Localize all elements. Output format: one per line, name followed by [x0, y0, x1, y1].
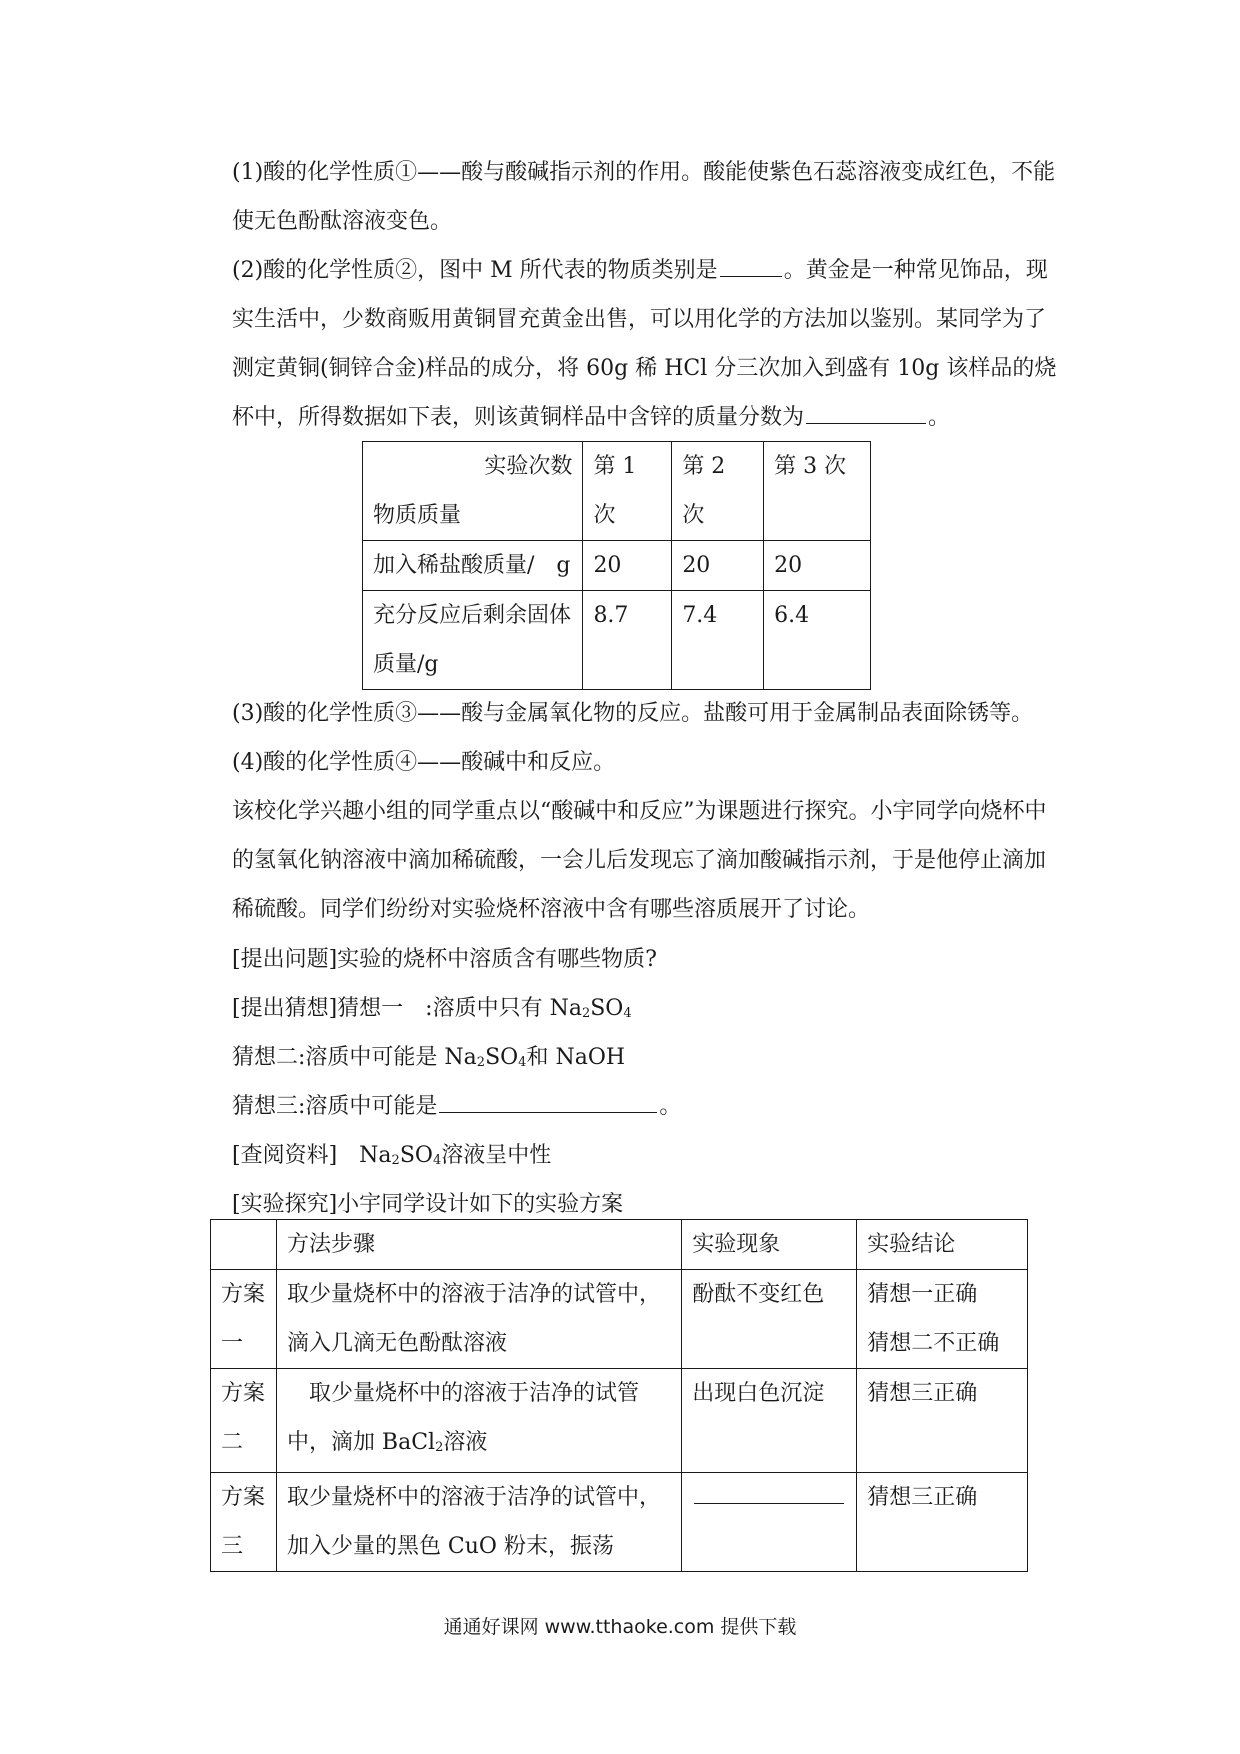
table-cell: 6.4	[764, 591, 871, 690]
plan-label-2: 方案二	[211, 1369, 277, 1473]
plan-2-phenomenon: 出现白色沉淀	[682, 1369, 857, 1473]
answer-blank-m-category[interactable]	[720, 252, 782, 277]
hypothesis-2	[232, 1033, 1062, 1087]
plan-1-phenomenon: 酚酞不变红色	[682, 1270, 857, 1369]
answer-blank-hypothesis-3[interactable]	[439, 1088, 657, 1113]
header-substance-mass: 物质质量	[373, 503, 462, 528]
table-cell-empty	[211, 1220, 277, 1270]
header-conclusion: 实验结论	[857, 1220, 1028, 1270]
formula-part: SO	[399, 1143, 433, 1168]
hypothesis-2-text: 猜想二:溶质中可能是 Na	[232, 1045, 477, 1070]
data-table-brass	[362, 441, 871, 690]
header-trial-2: 第 2 次	[672, 442, 764, 541]
header-method: 方法步骤	[276, 1220, 681, 1270]
formula-part: SO	[485, 1045, 519, 1070]
subscript: 4	[623, 1006, 632, 1021]
paragraph-4: (4)酸的化学性质④——酸碱中和反应。	[232, 750, 616, 775]
header-phenomenon: 实验现象	[682, 1220, 857, 1270]
plan-2-method	[276, 1369, 681, 1473]
plan-2-method-text: 取少量烧杯中的溶液于洁净的试管中，滴加 BaCl	[286, 1381, 639, 1455]
plan-3-conclusion: 猜想三正确	[857, 1473, 1028, 1572]
answer-blank-plan-3-phenomenon[interactable]	[694, 1479, 844, 1504]
table-row	[363, 591, 871, 690]
plan-1-conclusion	[857, 1270, 1028, 1369]
plan-1-conclusion-line-2: 猜想二不正确	[867, 1331, 1000, 1356]
table-diagonal-header-cell	[363, 442, 583, 541]
subscript: 2	[391, 1153, 400, 1168]
reference-info-text: [查阅资料] Na	[232, 1143, 392, 1168]
table-cell: 7.4	[672, 591, 764, 690]
plan-2-conclusion: 猜想三正确	[857, 1369, 1028, 1473]
formula-part: 溶液呈中性	[441, 1143, 552, 1168]
plan-label-1: 方案一	[211, 1270, 277, 1369]
paragraph-3: (3)酸的化学性质③——酸与金属氧化物的反应。盐酸可用于金属制品表面除锈等。	[232, 701, 1034, 726]
page-footer: 通通好课网 www.tthaoke.com 提供下载	[443, 1616, 797, 1638]
subscript: 2	[435, 1440, 444, 1455]
row-label-remaining-solid: 充分反应后剩余固体质量/g	[363, 591, 583, 690]
hypothesis-3-text: 猜想三:溶质中可能是	[232, 1094, 438, 1119]
question-line: [提出问题]实验的烧杯中溶质含有哪些物质?	[232, 947, 657, 972]
subscript: 2	[476, 1055, 486, 1070]
table-cell: 8.7	[583, 591, 672, 690]
table-cell: 20	[672, 541, 764, 591]
table-cell: 20	[583, 541, 672, 591]
paragraph-2-part-a: (2)酸的化学性质②，图中 M 所代表的物质类别是	[232, 258, 718, 283]
hypothesis-1-text: [提出猜想]猜想一 :溶质中只有 Na	[232, 996, 582, 1021]
subscript: 4	[432, 1153, 442, 1168]
hypothesis-3	[232, 1082, 1062, 1131]
formula-part: SO	[590, 996, 624, 1021]
subscript: 4	[518, 1055, 527, 1070]
formula-part: 溶液	[443, 1430, 488, 1455]
plan-3-method: 取少量烧杯中的溶液于洁净的试管中，加入少量的黑色 CuO 粉末，振荡	[276, 1473, 681, 1572]
table-row	[363, 541, 871, 591]
header-trial-3: 第 3 次	[764, 442, 871, 541]
paragraph-2	[232, 246, 1062, 442]
table-row	[211, 1220, 1028, 1270]
row-label-acid-mass: 加入稀盐酸质量/ g	[363, 541, 583, 591]
reference-info	[232, 1131, 1062, 1185]
plan-3-phenomenon	[682, 1473, 857, 1572]
paragraph-2-part-c: 。	[928, 405, 951, 430]
experiment-intro: [实验探究]小宇同学设计如下的实验方案	[232, 1192, 624, 1217]
experiment-plan-table	[210, 1219, 1028, 1572]
table-row	[363, 442, 871, 541]
plan-label-3: 方案三	[211, 1473, 277, 1572]
paragraph-1: (1)酸的化学性质①——酸与酸碱指示剂的作用。酸能使紫色石蕊溶液变成红色，不能使无色酚酞溶液变色。	[232, 160, 1056, 234]
plan-1-method: 取少量烧杯中的溶液于洁净的试管中，滴入几滴无色酚酞溶液	[276, 1270, 681, 1369]
table-cell: 20	[764, 541, 871, 591]
punctuation: 。	[659, 1094, 682, 1119]
header-trial-1: 第 1 次	[583, 442, 672, 541]
table-row	[211, 1473, 1028, 1572]
hypothesis-1	[232, 984, 1062, 1038]
table-row	[211, 1270, 1028, 1369]
subscript: 2	[581, 1006, 591, 1021]
answer-blank-zinc-fraction[interactable]	[806, 399, 926, 424]
table-row	[211, 1369, 1028, 1473]
header-experiment-count: 实验次数	[484, 454, 573, 479]
paragraph-5: 该校化学兴趣小组的同学重点以“酸碱中和反应”为课题进行探究。小宇同学向烧杯中的氢氧化钠溶液中滴加稀硫酸，一会儿后发现忘了滴加酸碱指示剂，于是他停止滴加稀硫酸。同学们纷纷对实验烧杯溶液中含有哪些溶质展开了讨论。	[232, 799, 1047, 922]
plan-1-conclusion-line-1: 猜想一正确	[867, 1282, 978, 1307]
formula-part: 和 NaOH	[526, 1045, 626, 1070]
paragraph-2-part-b: 。黄金是一种常见饰品，现实生活中，少数商贩用黄铜冒充黄金出售，可以用化学的方法加以鉴别。某同学为了测定黄铜(铜锌合金)样品的成分，将 60g 稀 HCl 分三次加入到盛有 10g 该样品的烧杯中，所得数据如下表，则该黄铜样品中含锌的质量分数为	[232, 258, 1057, 430]
